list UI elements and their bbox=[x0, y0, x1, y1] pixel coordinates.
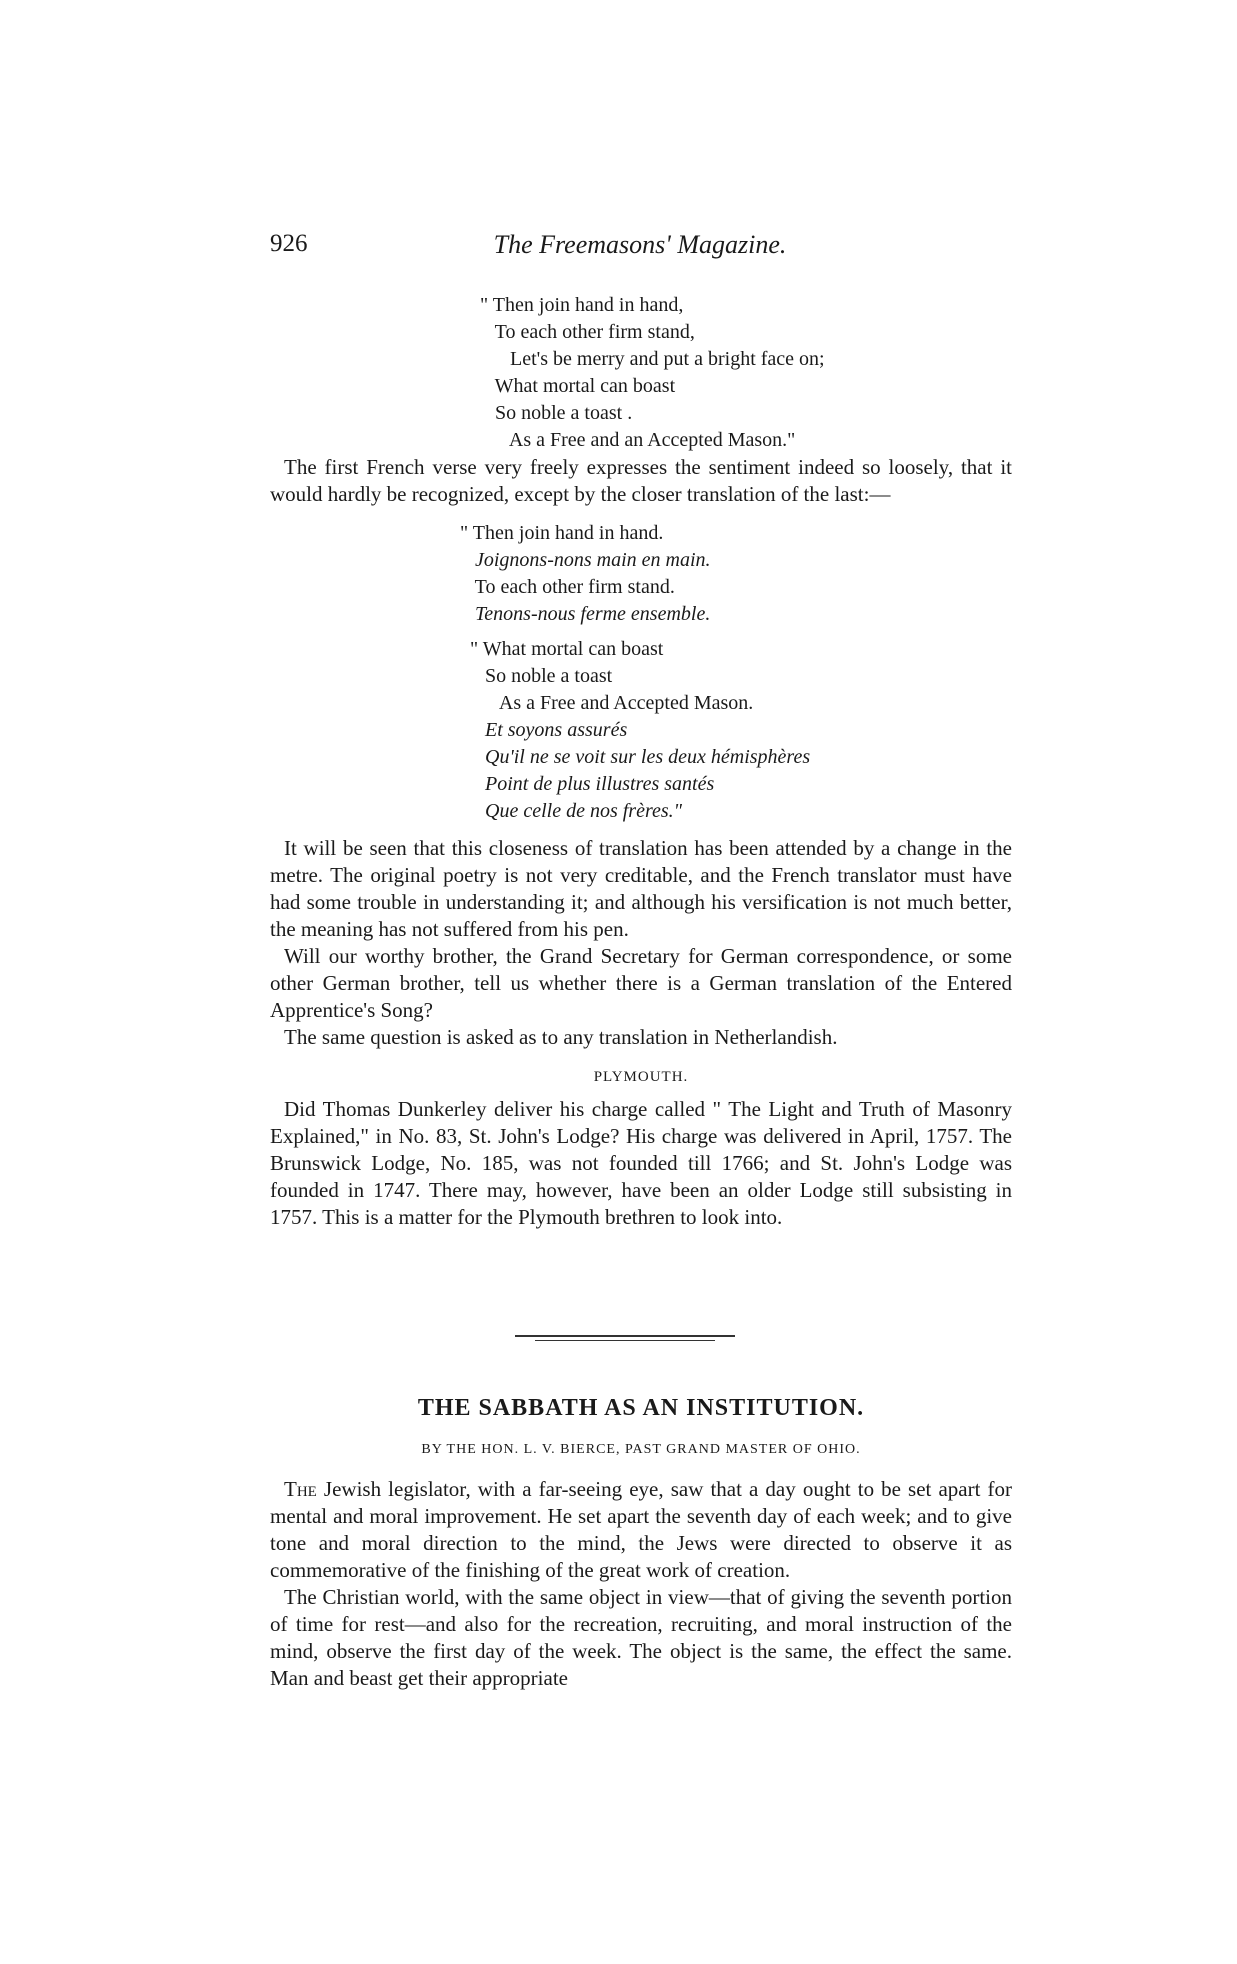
verse-line: As a Free and Accepted Mason. bbox=[470, 692, 754, 714]
verse-line: As a Free and an Accepted Mason." bbox=[480, 429, 796, 451]
section-heading-plymouth: PLYMOUTH. bbox=[593, 1069, 689, 1085]
verse-translation-2 bbox=[470, 636, 1012, 825]
verse-line-french: Que celle de nos frères." bbox=[470, 800, 683, 822]
lead-word: The bbox=[284, 1477, 317, 1501]
verse-line: To each other firm stand, bbox=[480, 321, 695, 343]
article-title: THE SABBATH AS AN INSTITUTION. bbox=[417, 1395, 865, 1421]
paragraph: It will be seen that this closeness of translation has been attended by a change in the metre. The original poetry is not very creditable, and the French translator must have had some trouble in understanding it; and although his versification is not much better, the meaning has not suffered from his pen. bbox=[270, 836, 1012, 941]
verse-line: " Then join hand in hand. bbox=[460, 522, 664, 544]
paragraph bbox=[270, 1476, 1012, 1584]
verse-line: " What mortal can boast bbox=[470, 638, 664, 660]
paragraph: The Christian world, with the same object in view—that of giving the seventh portion of time for rest—and also for the recreation, recruiting, and moral instruction of the mind, observe the first day of the week. The object is the same, the effect the same. Man and beast get their appropriate bbox=[270, 1585, 1012, 1690]
verse-line-french: Point de plus illustres santés bbox=[470, 773, 715, 795]
article-continuation bbox=[270, 292, 1012, 1231]
paragraph: Did Thomas Dunkerley deliver his charge called " The Light and Truth of Masonry Explained," in No. 83, St. John's Lodge? His charge was delivered in April, 1757. The Brunswick Lodge, No. 185, was not founded till 1766; and St. John's Lodge was founded in 1747. There may, however, have been an older Lodge still subsisting in 1757. This is a matter for the Plymouth brethren to look into. bbox=[270, 1097, 1012, 1229]
running-title: The Freemasons' Magazine. bbox=[493, 230, 787, 259]
verse-english bbox=[480, 292, 1012, 454]
article-byline: BY THE HON. L. V. BIERCE, PAST GRAND MASTER OF OHIO. bbox=[421, 1442, 861, 1457]
verse-line: " Then join hand in hand, bbox=[480, 294, 684, 316]
verse-line-french: Joignons-nons main en main. bbox=[460, 549, 711, 571]
divider-rule bbox=[535, 1340, 715, 1341]
verse-line: To each other firm stand. bbox=[460, 576, 675, 598]
paragraph: Will our worthy brother, the Grand Secretary for German correspondence, or some other German brother, tell us whether there is a German translation of the Entered Apprentice's Song? bbox=[270, 944, 1012, 1022]
paragraph-text: Jewish legislator, with a far-seeing eye, saw that a day ought to be set apart for mental and moral improvement. He set apart the seventh day of each week; and to give tone and moral direction to the mind, the Jews were directed to observe it as commemorative of the finishing of the great work of creation. bbox=[270, 1477, 1012, 1582]
verse-line: Let's be merry and put a bright face on; bbox=[480, 348, 825, 370]
page-header bbox=[270, 230, 1010, 270]
verse-line: So noble a toast bbox=[470, 665, 613, 687]
new-article bbox=[270, 1395, 1012, 1692]
paragraph: The same question is asked as to any translation in Netherlandish. bbox=[284, 1025, 838, 1049]
verse-line-french: Qu'il ne se voit sur les deux hémisphères bbox=[470, 746, 811, 768]
verse-line-french: Tenons-nous ferme ensemble. bbox=[460, 603, 711, 625]
verse-line: So noble a toast . bbox=[480, 402, 633, 424]
page-number: 926 bbox=[270, 230, 308, 257]
verse-translation-1 bbox=[460, 520, 1012, 628]
divider-rule bbox=[515, 1335, 735, 1337]
verse-line: What mortal can boast bbox=[480, 375, 676, 397]
verse-line-french: Et soyons assurés bbox=[470, 719, 628, 741]
section-divider bbox=[515, 1332, 735, 1344]
paragraph: The first French verse very freely expresses the sentiment indeed so loosely, that it would hardly be recognized, except by the closer translation of the last:— bbox=[270, 455, 1012, 506]
